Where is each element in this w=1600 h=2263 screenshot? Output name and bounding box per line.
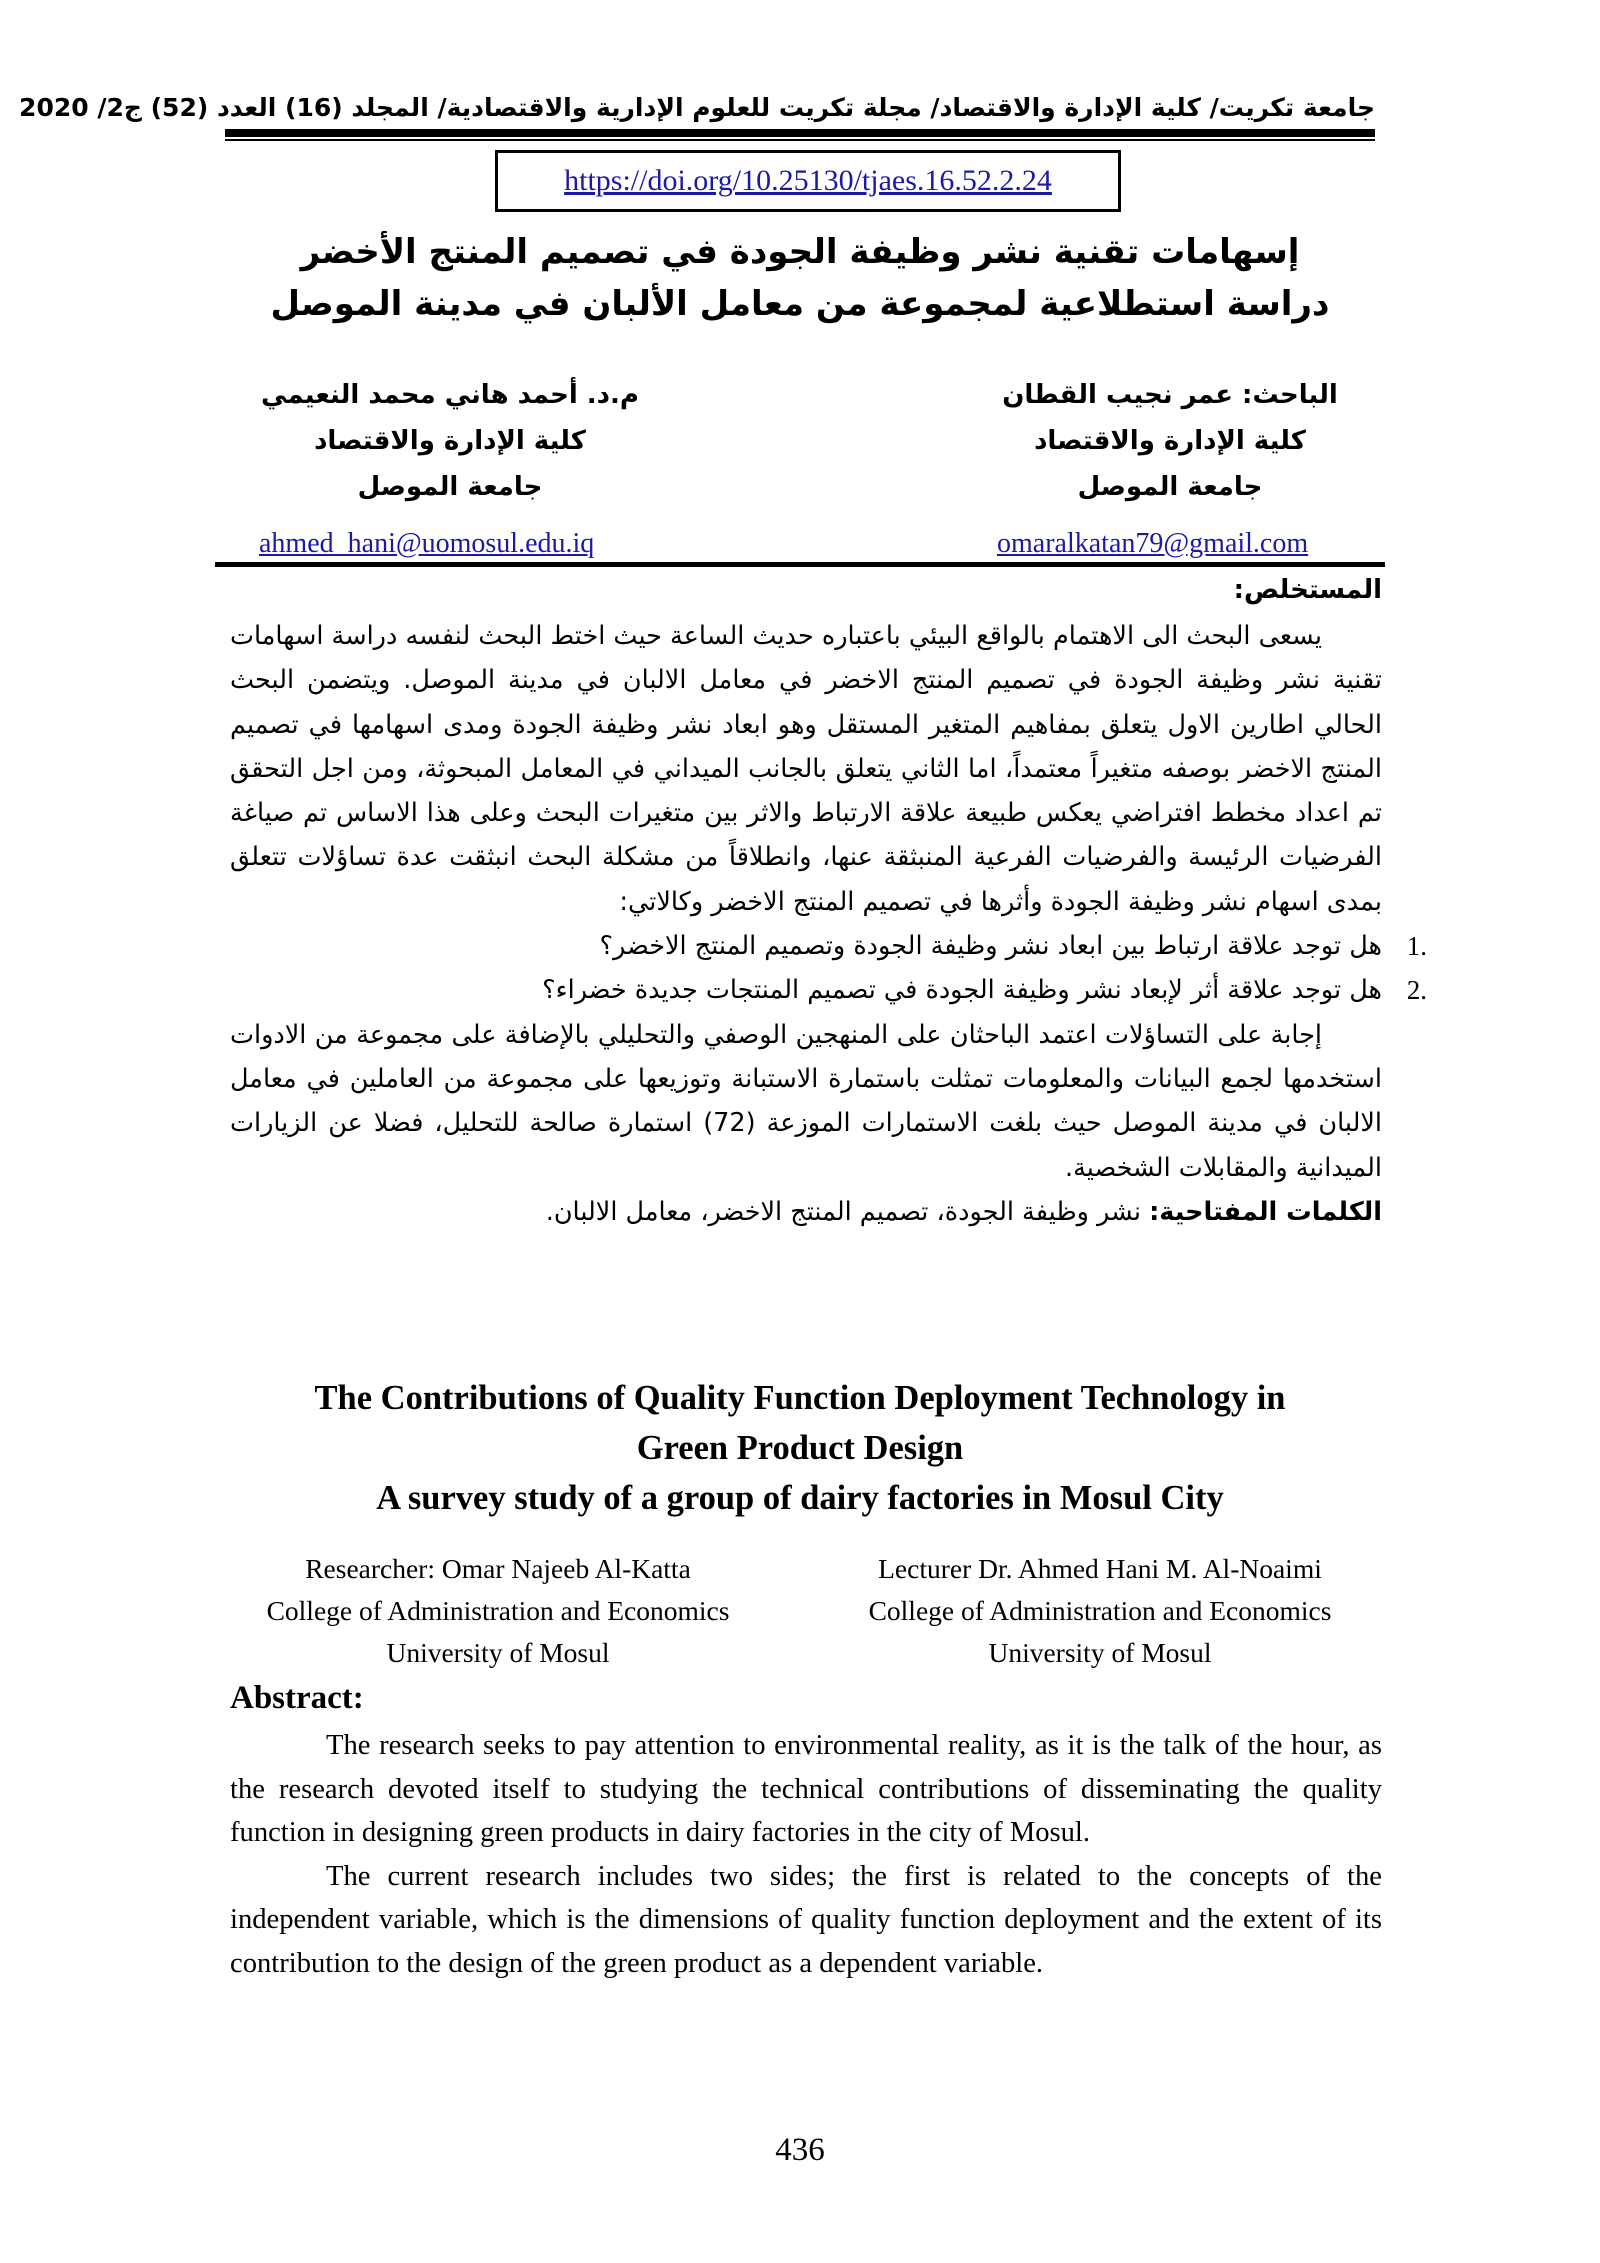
author-name: Lecturer Dr. Ahmed Hani M. Al-Noaimi bbox=[878, 1553, 1322, 1584]
arabic-author-2 bbox=[240, 372, 660, 510]
author-college: College of Administration and Economics bbox=[868, 1595, 1332, 1626]
english-abstract-paragraph-1: The research seeks to pay attention to environmental reality, as it is the talk of the hour, as the research devoted itself to studying the technical contributions of disseminating the quality function in designing green products in dairy factories in the city of Mosul. bbox=[230, 1730, 1382, 1848]
arabic-author-1 bbox=[960, 372, 1380, 510]
doi-box bbox=[495, 150, 1121, 212]
english-author-1 bbox=[228, 1548, 768, 1674]
running-head: جامعة تكريت/ كلية الإدارة والاقتصاد/ مجلة تكريت للعلوم الإدارية والاقتصادية/ المجلد (16) العدد (52) ج2/ 2020 bbox=[19, 93, 1375, 122]
author-name: الباحث: عمر نجيب القطان bbox=[1002, 380, 1338, 410]
author-2-email-link[interactable]: ahmed_hani@uomosul.edu.iq bbox=[259, 528, 595, 559]
page-number: 436 bbox=[775, 2132, 825, 2168]
research-question bbox=[230, 968, 1427, 1012]
question-text: هل توجد علاقة أثر لإبعاد نشر وظيفة الجودة في تصميم المنتجات جديدة خضراء؟ bbox=[542, 975, 1382, 1006]
arabic-abstract-paragraph-2: إجابة على التساؤلات اعتمد الباحثان على المنهجين الوصفي والتحليلي بالإضافة على مجموعة من الادوات استخدمها لجمع البيانات والمعلومات تمثلت باستمارة الاستبانة وتوزيعها على مجموعة من العاملين في معامل الالبان في مدينة الموصل حيث بلغت الاستمارات الموزعة (72) استمارة صالحة للتحليل، فضلا عن الزيارات الميدانية والمقابلات الشخصية. bbox=[230, 1019, 1382, 1183]
english-title-line-3: A survey study of a group of dairy factories in Mosul City bbox=[376, 1479, 1224, 1517]
author-name: Researcher: Omar Najeeb Al-Katta bbox=[305, 1553, 691, 1584]
english-abstract bbox=[230, 1724, 1382, 1985]
english-title-line-2: Green Product Design bbox=[636, 1429, 964, 1467]
header-rule-thick bbox=[225, 129, 1375, 137]
author-college: College of Administration and Economics bbox=[266, 1595, 730, 1626]
english-abstract-paragraph-2: The current research includes two sides; the first is related to the concepts of the independent variable, which is the dimensions of quality function deployment and the extent of its contribution to the design of the green product as a dependent variable. bbox=[230, 1860, 1382, 1979]
author-name: م.د. أحمد هاني محمد النعيمي bbox=[261, 380, 639, 410]
author-1-email-link[interactable]: omaralkatan79@gmail.com bbox=[997, 528, 1309, 559]
english-abstract-heading: Abstract: bbox=[230, 1680, 364, 1716]
research-questions-list bbox=[230, 924, 1427, 1013]
author-college: كلية الإدارة والاقتصاد bbox=[314, 426, 586, 456]
author-university: جامعة الموصل bbox=[1077, 472, 1263, 502]
header-rule-thin bbox=[225, 139, 1375, 141]
english-title-line-1: The Contributions of Quality Function Deployment Technology in bbox=[314, 1379, 1286, 1417]
section-divider bbox=[215, 562, 1385, 567]
question-number: 1. bbox=[1406, 931, 1427, 962]
author-university: University of Mosul bbox=[386, 1637, 610, 1668]
author-university: جامعة الموصل bbox=[357, 472, 543, 502]
keywords-text: نشر وظيفة الجودة، تصميم المنتج الاخضر، معامل الالبان. bbox=[545, 1196, 1150, 1227]
arabic-abstract-heading: المستخلص: bbox=[1233, 575, 1382, 605]
keywords-label: الكلمات المفتاحية: bbox=[1149, 1196, 1382, 1227]
question-number: 2. bbox=[1406, 975, 1427, 1006]
author-university: University of Mosul bbox=[988, 1637, 1212, 1668]
arabic-title-line-1: إسهامات تقنية نشر وظيفة الجودة في تصميم المنتج الأخضر bbox=[300, 232, 1300, 272]
arabic-abstract-paragraph-1: يسعى البحث الى الاهتمام بالواقع البيئي باعتباره حديث الساعة حيث اختط البحث لنفسه دراسة اسهامات تقنية نشر وظيفة الجودة في تصميم المنتج الاخضر في معامل الالبان في مدينة الموصل. ويتضمن البحث الحالي اطارين الاول يتعلق بمفاهيم المتغير المستقل وهو ابعاد نشر وظيفة الجودة ومدى اسهامها في تصميم المنتج الاخضر بوصفه متغيراً معتمداً، اما الثاني يتعلق بالجانب الميداني في المعامل المبحوثة، ومن اجل التحقق تم اعداد مخطط افتراضي يعكس طبيعة علاقة الارتباط والاثر بين متغيرات البحث وعلى هذا الاساس تم صياغة الفرضيات الرئيسة والفرضيات الفرعية المنبثقة عنها، وانطلاقاً من مشكلة البحث انبثقت عدة تساؤلات تتعلق بمدى اسهام نشر وظيفة الجودة وأثرها في تصميم المنتج الاخضر وكالاتي: bbox=[230, 621, 1382, 917]
arabic-title-line-2: دراسة استطلاعية لمجموعة من معامل الألبان في مدينة الموصل bbox=[270, 284, 1330, 324]
english-author-2 bbox=[830, 1548, 1370, 1674]
question-text: هل توجد علاقة ارتباط بين ابعاد نشر وظيفة الجودة وتصميم المنتج الاخضر؟ bbox=[599, 931, 1382, 962]
research-question bbox=[230, 924, 1427, 968]
doi-link[interactable]: https://doi.org/10.25130/tjaes.16.52.2.24 bbox=[564, 164, 1052, 197]
arabic-abstract bbox=[230, 614, 1427, 1234]
arabic-keywords bbox=[230, 1190, 1382, 1234]
author-college: كلية الإدارة والاقتصاد bbox=[1034, 426, 1306, 456]
